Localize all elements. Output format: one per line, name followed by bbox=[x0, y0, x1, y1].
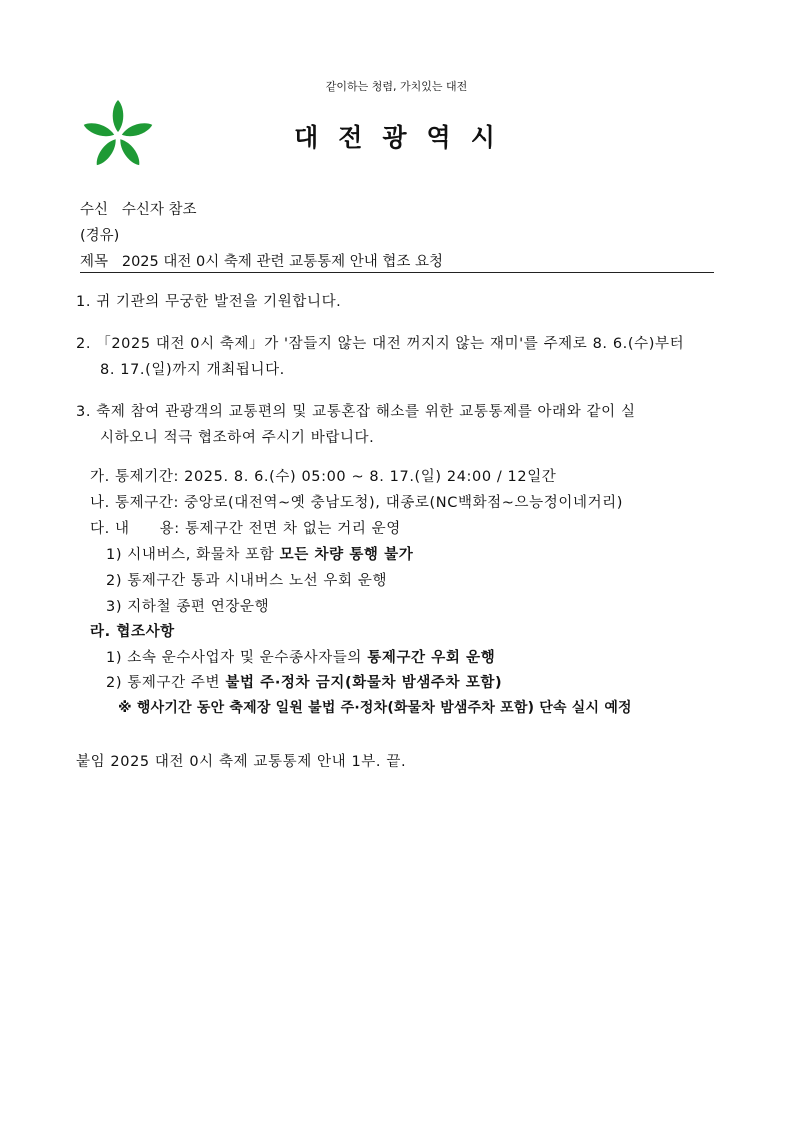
attachment-line: 붙임 2025 대전 0시 축제 교통통제 안내 1부. 끝. bbox=[76, 754, 407, 770]
paragraph-2-line-1: 2. 「2025 대전 0시 축제」가 '잠들지 않는 대전 꺼지지 않는 재미'를 주제로 8. 6.(수)부터 bbox=[76, 336, 685, 352]
subject-line bbox=[80, 250, 443, 271]
item-na-section: 나. 통제구간: 중앙로(대전역~옛 충남도청), 대종로(NC백화점~으능정이네거리) bbox=[90, 495, 624, 511]
subject-label: 제목 bbox=[80, 254, 109, 270]
subject-value: 2025 대전 0시 축제 관련 교통통제 안내 협조 요청 bbox=[121, 254, 443, 270]
enforcement-note: ※ 행사기간 동안 축제장 일원 불법 주·정차(화물차 밤샘주차 포함) 단속 실시 예정 bbox=[118, 700, 632, 716]
item-da-1-text: 1) 시내버스, 화물차 포함 bbox=[106, 547, 280, 563]
recipient-label: 수신 bbox=[80, 202, 109, 218]
item-ra-heading: 라. 협조사항 bbox=[90, 624, 175, 640]
paragraph-3-line-2: 시하오니 적극 협조하여 주시기 바랍니다. bbox=[100, 430, 375, 446]
item-ra-2 bbox=[106, 671, 502, 692]
item-ra-1 bbox=[106, 646, 495, 667]
item-ra-2-text: 2) 통제구간 주변 bbox=[106, 675, 226, 691]
recipient-value: 수신자 참조 bbox=[121, 202, 197, 218]
item-ra-2-bold: 불법 주·정차 금지(화물차 밤샘주차 포함) bbox=[225, 675, 503, 691]
paragraph-3-line-1: 3. 축제 참여 관광객의 교통편의 및 교통혼잡 해소를 위한 교통통제를 아래와 같이 실 bbox=[76, 404, 636, 420]
org-title: 대전광역시 bbox=[294, 123, 515, 152]
item-da-label: 다. 내 bbox=[90, 521, 130, 537]
paragraph-2-line-2: 8. 17.(일)까지 개최됩니다. bbox=[100, 362, 285, 378]
item-da-2: 2) 통제구간 통과 시내버스 노선 우회 운행 bbox=[106, 573, 388, 589]
item-da-3: 3) 지하철 종편 연장운행 bbox=[106, 599, 270, 615]
item-da-1-bold: 모든 차량 통행 불가 bbox=[279, 547, 414, 563]
via-line: (경유) bbox=[80, 228, 120, 244]
item-da-1 bbox=[106, 543, 413, 564]
item-ga-period: 가. 통제기간: 2025. 8. 6.(수) 05:00 ~ 8. 17.(일) 24:00 / 12일간 bbox=[90, 469, 557, 485]
paragraph-1: 1. 귀 기관의 무궁한 발전을 기원합니다. bbox=[76, 294, 342, 310]
recipient-line bbox=[80, 198, 197, 219]
item-ra-1-text: 1) 소속 운수사업자 및 운수종사자들의 bbox=[106, 650, 368, 666]
item-da-content bbox=[90, 517, 401, 538]
slogan: 같이하는 청렴, 가치있는 대전 bbox=[325, 80, 468, 93]
header-divider bbox=[80, 272, 714, 273]
item-da-value: 용: 통제구간 전면 차 없는 거리 운영 bbox=[159, 521, 401, 537]
item-ra-1-bold: 통제구간 우회 운행 bbox=[367, 650, 496, 666]
